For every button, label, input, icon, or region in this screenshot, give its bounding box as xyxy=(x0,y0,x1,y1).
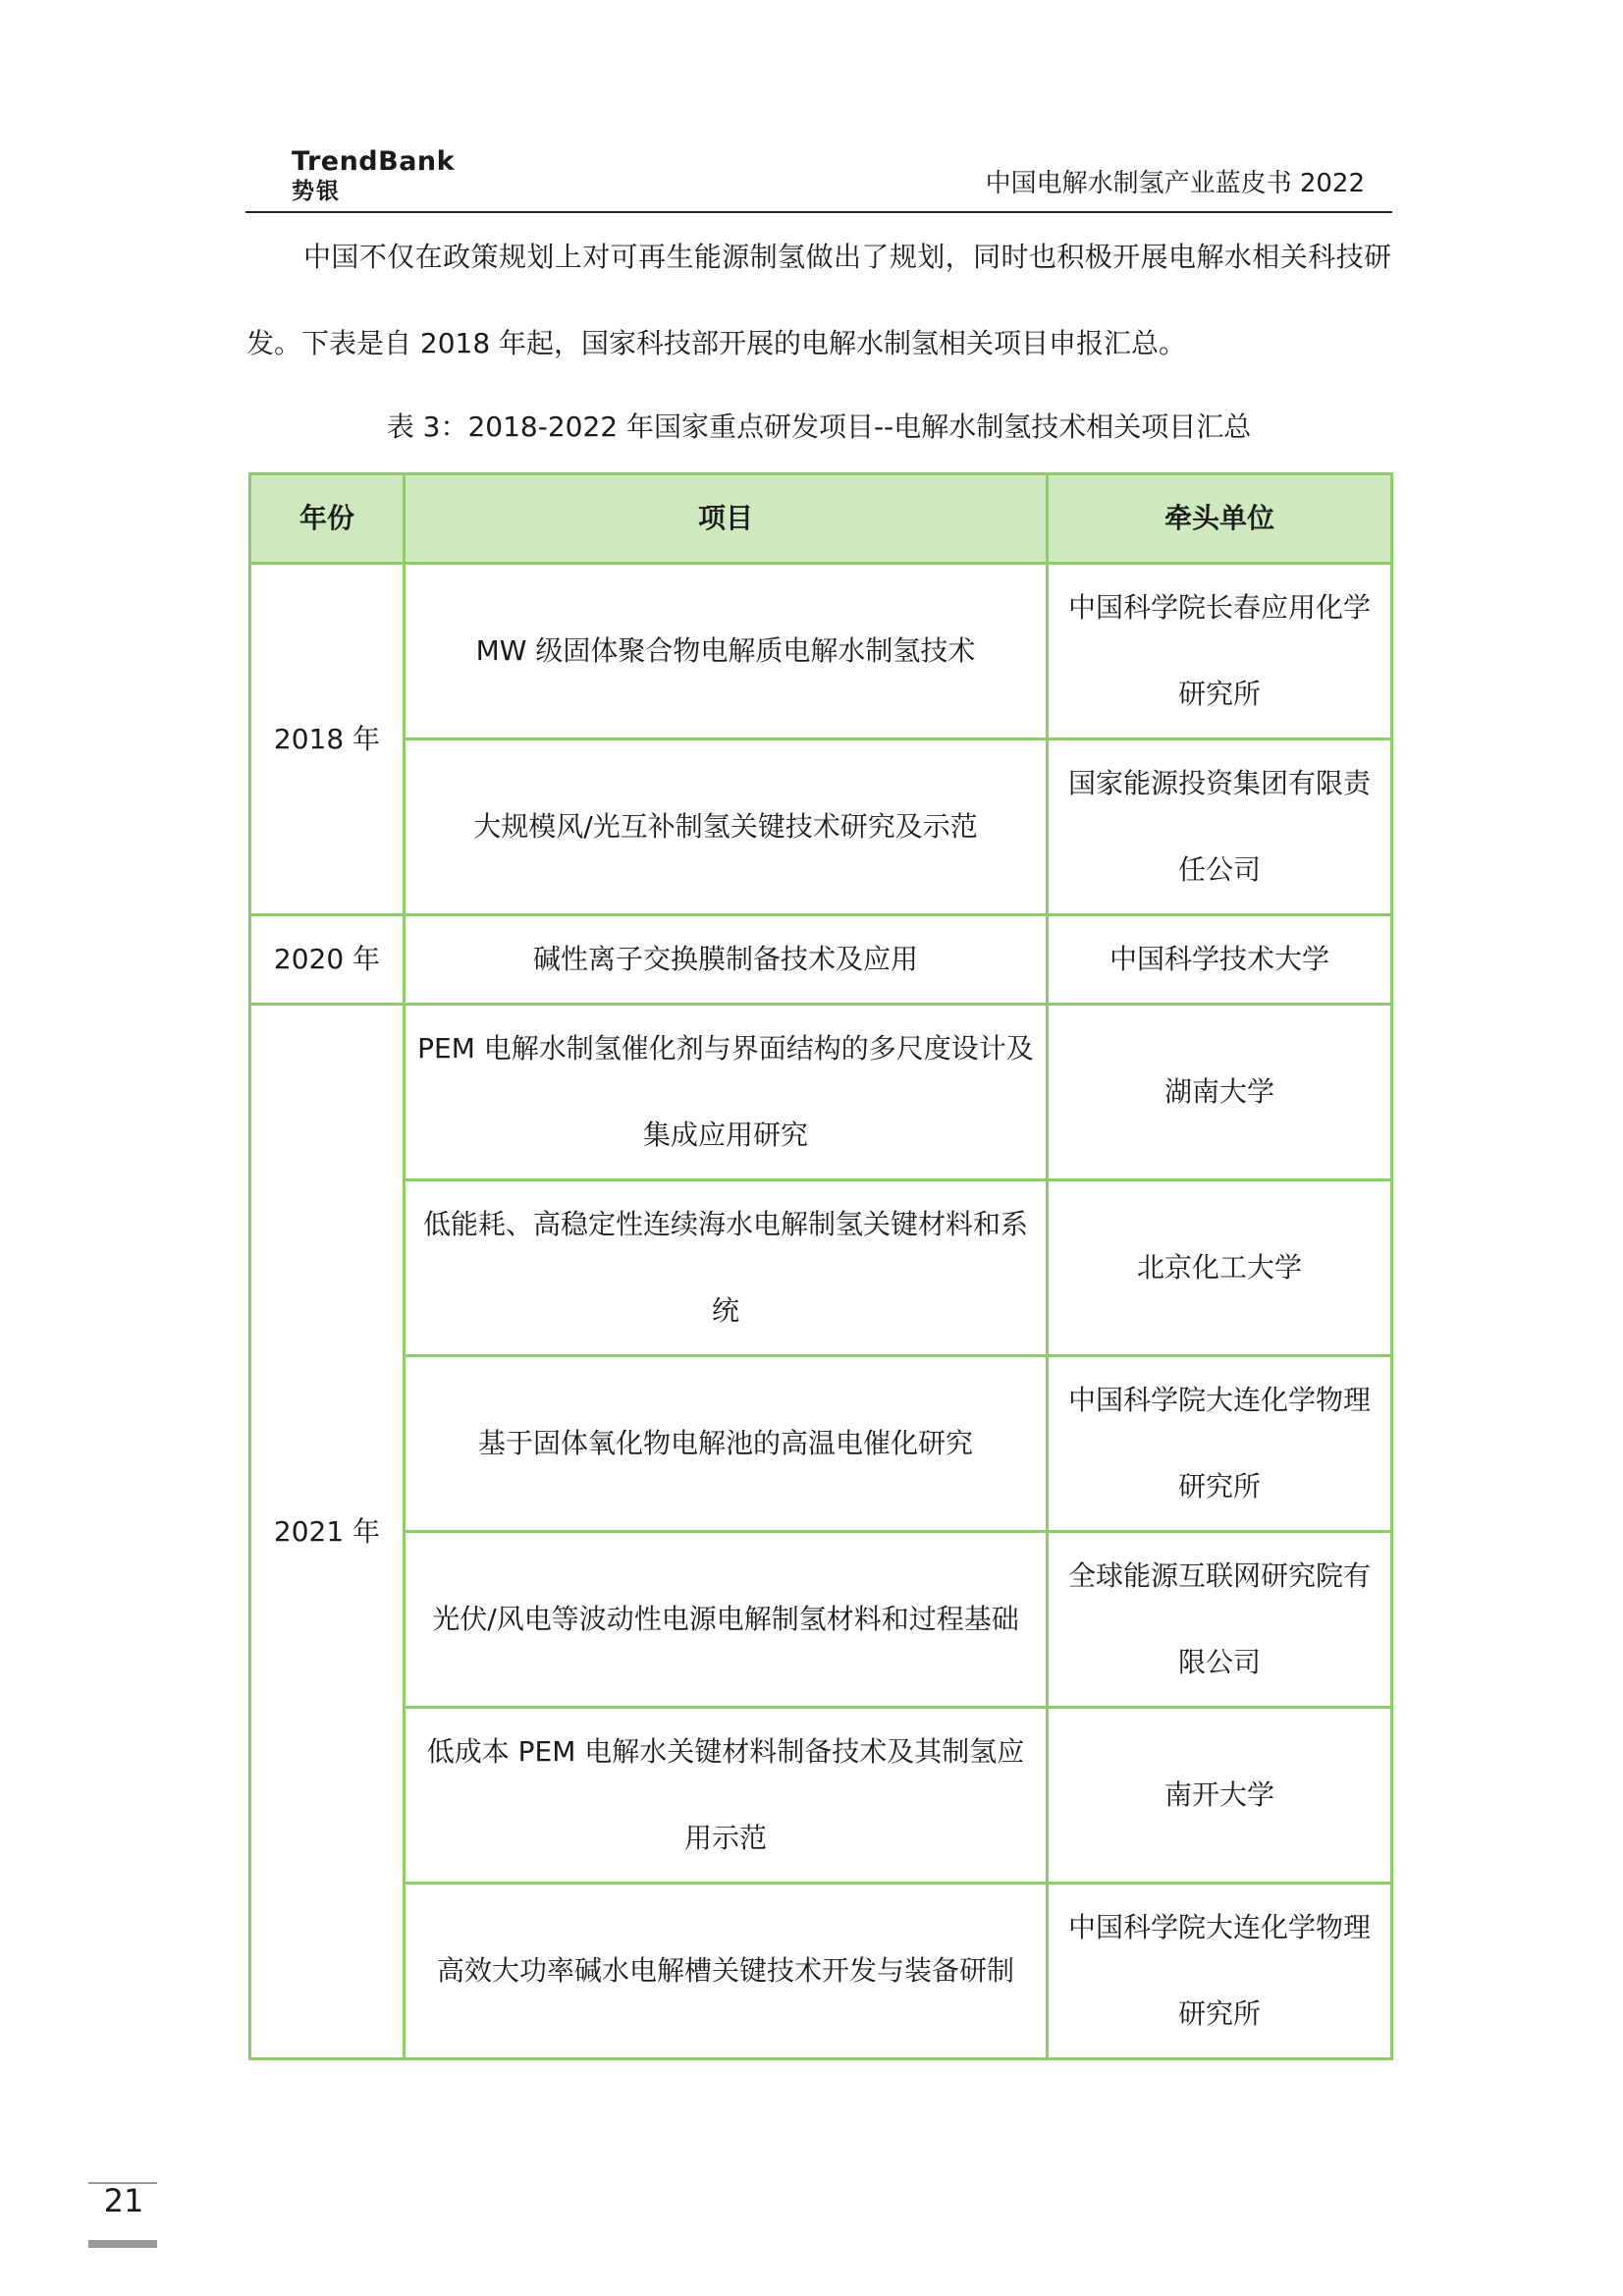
table-row xyxy=(250,1356,1392,1532)
header-year: 年份 xyxy=(250,474,405,564)
project-cell: 低成本 PEM 电解水关键材料制备技术及其制氢应用示范 xyxy=(405,1708,1048,1884)
project-cell: 基于固体氧化物电解池的高温电催化研究 xyxy=(405,1356,1048,1532)
unit-cell: 全球能源互联网研究院有限公司 xyxy=(1048,1532,1392,1708)
header-lead-unit: 牵头单位 xyxy=(1048,474,1392,564)
project-cell: 高效大功率碱水电解槽关键技术开发与装备研制 xyxy=(405,1884,1048,2059)
table-row xyxy=(250,739,1392,915)
logo-text-cn: 势银 xyxy=(292,179,341,204)
document-title: 中国电解水制氢产业蓝皮书 2022 xyxy=(985,169,1365,198)
unit-cell: 中国科学院大连化学物理研究所 xyxy=(1048,1884,1392,2059)
project-cell: 光伏/风电等波动性电源电解制氢材料和过程基础 xyxy=(405,1532,1048,1708)
table-row xyxy=(250,1532,1392,1708)
table-row xyxy=(250,915,1392,1005)
project-cell: 低能耗、高稳定性连续海水电解制氢关键材料和系统 xyxy=(405,1180,1048,1356)
year-cell: 2018 年 xyxy=(250,564,405,915)
projects-table xyxy=(248,472,1393,2060)
unit-cell: 中国科学院大连化学物理研究所 xyxy=(1048,1356,1392,1532)
unit-cell: 北京化工大学 xyxy=(1048,1180,1392,1356)
project-cell: MW 级固体聚合物电解质电解水制氢技术 xyxy=(405,564,1048,739)
table-header-row xyxy=(250,474,1392,564)
year-cell: 2021 年 xyxy=(250,1005,405,2059)
table-row xyxy=(250,564,1392,739)
header-project: 项目 xyxy=(405,474,1048,564)
page-number-bar xyxy=(88,2240,157,2248)
trendbank-logo xyxy=(292,147,455,206)
table-row xyxy=(250,1884,1392,2059)
project-cell: 大规模风/光互补制氢关键技术研究及示范 xyxy=(405,739,1048,915)
project-cell: 碱性离子交换膜制备技术及应用 xyxy=(405,915,1048,1005)
table-row xyxy=(250,1708,1392,1884)
year-cell: 2020 年 xyxy=(250,915,405,1005)
intro-paragraph: 中国不仅在政策规划上对可再生能源制氢做出了规划，同时也积极开展电解水相关科技研发。下表是自 2018 年起，国家科技部开展的电解水制氢相关项目申报汇总。 xyxy=(246,241,1391,359)
page-number: 21 xyxy=(103,2182,144,2219)
unit-cell: 湖南大学 xyxy=(1048,1005,1392,1180)
unit-cell: 中国科学院长春应用化学研究所 xyxy=(1048,564,1392,739)
table-row xyxy=(250,1180,1392,1356)
unit-cell: 南开大学 xyxy=(1048,1708,1392,1884)
table-row xyxy=(250,1005,1392,1180)
header-divider xyxy=(245,211,1392,213)
table-caption: 表 3：2018-2022 年国家重点研发项目--电解水制氢技术相关项目汇总 xyxy=(386,410,1252,443)
logo-text-en: TrendBank xyxy=(292,146,456,177)
unit-cell: 国家能源投资集团有限责任公司 xyxy=(1048,739,1392,915)
unit-cell: 中国科学技术大学 xyxy=(1048,915,1392,1005)
project-cell: PEM 电解水制氢催化剂与界面结构的多尺度设计及集成应用研究 xyxy=(405,1005,1048,1180)
